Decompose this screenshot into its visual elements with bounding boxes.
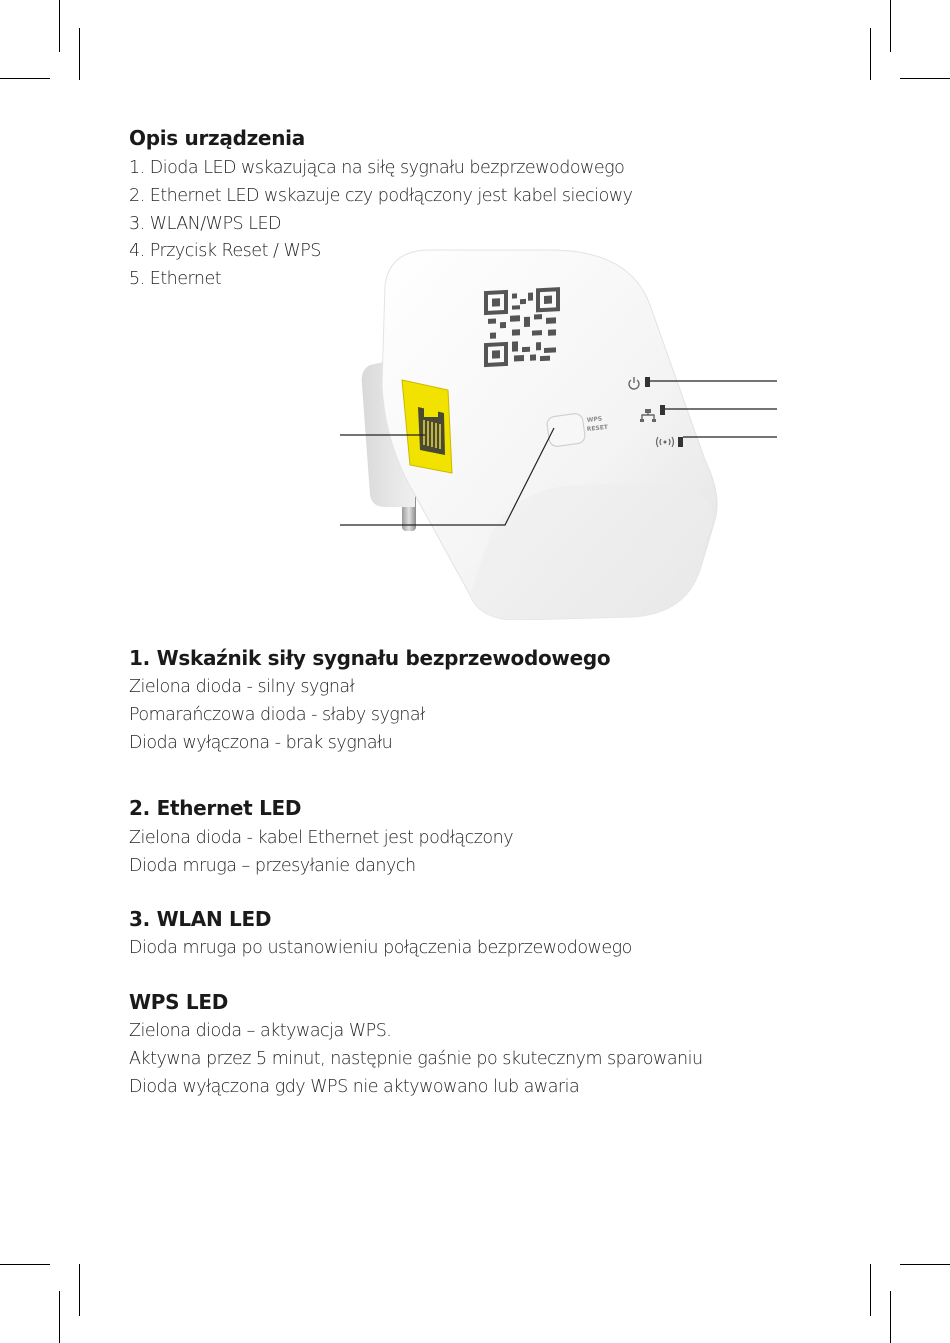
crop-mark xyxy=(79,28,80,80)
crop-mark xyxy=(870,28,871,80)
section-title: WPS LED xyxy=(129,990,228,1014)
crop-mark xyxy=(0,78,50,79)
section-title: 1. Wskaźnik siły sygnału bezprzewodowego xyxy=(129,646,611,670)
crop-mark xyxy=(900,1264,950,1265)
crop-mark xyxy=(890,1291,891,1343)
section-line: Pomarańczowa dioda - słaby sygnał xyxy=(129,705,425,725)
wifi-led xyxy=(678,437,683,447)
description-item: 1. Dioda LED wskazująca na siłę sygnału bezprzewodowego xyxy=(129,158,625,178)
crop-mark xyxy=(0,1264,50,1265)
description-item: 5. Ethernet xyxy=(129,269,222,289)
section-line: Dioda mruga po ustanowieniu połączenia bezprzewodowego xyxy=(129,938,632,958)
section-line: Zielona dioda - silny sygnał xyxy=(129,677,355,697)
section-line: Zielona dioda – aktywacja WPS. xyxy=(129,1021,392,1041)
section-line: Dioda wyłączona gdy WPS nie aktywowano lub awaria xyxy=(129,1077,580,1097)
section-title: 2. Ethernet LED xyxy=(129,796,302,820)
section-line: Zielona dioda - kabel Ethernet jest podłączony xyxy=(129,828,514,848)
section-line: Dioda mruga – przesyłanie danych xyxy=(129,856,416,876)
device-description-title: Opis urządzenia xyxy=(129,126,305,150)
crop-mark xyxy=(79,1264,80,1316)
section-title: 3. WLAN LED xyxy=(129,907,272,931)
section-line: Aktywna przez 5 minut, następnie gaśnie po skutecznym sparowaniu xyxy=(129,1049,703,1069)
crop-mark xyxy=(59,1291,60,1343)
crop-mark xyxy=(59,0,60,52)
wps-label: WPS xyxy=(586,415,603,424)
crop-mark xyxy=(900,78,950,79)
description-item: 2. Ethernet LED wskazuje czy podłączony jest kabel sieciowy xyxy=(129,186,633,206)
crop-mark xyxy=(870,1264,871,1316)
ethernet-port xyxy=(402,380,452,473)
crop-mark xyxy=(890,0,891,52)
section-line: Dioda wyłączona - brak sygnału xyxy=(129,733,393,753)
reset-label: RESET xyxy=(586,423,609,433)
ethernet-led xyxy=(660,405,665,415)
description-item: 3. WLAN/WPS LED xyxy=(129,214,281,234)
description-item: 4. Przycisk Reset / WPS xyxy=(129,241,321,261)
device-illustration xyxy=(330,245,790,620)
power-led xyxy=(645,377,650,387)
